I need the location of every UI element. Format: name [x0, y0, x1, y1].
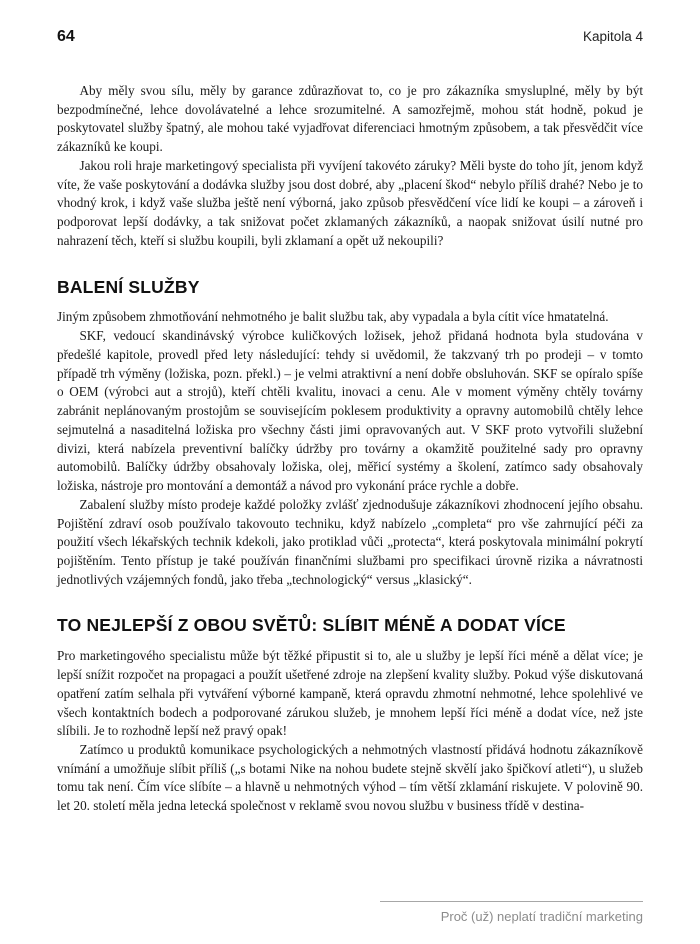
section-heading: TO NEJLEPŠÍ Z OBOU SVĚTŮ: SLÍBIT MÉNĚ A DODAT VÍCE — [57, 615, 566, 636]
footer-text: Proč (už) neplatí tradiční marketing — [440, 909, 643, 924]
paragraph: Pro marketingového specialistu může být těžké připustit si to, ale u služby je lepší říci méně a dělat více; je lepší snížit rozpočet na propagaci a použít ušetřené zdroje na zlepšení kvality služby. Pokud výše diskutovaná opatření zatím selhala při vytváření výborné kampaně, která opravdu zhmotní nehmotné, lehce spolehlivé ve všech kontaktních bodech a podporované zárukou služeb, je mnohem lepší říci méně a dodat více, než jste slíbili. Je to rozhodně lepší než pravý opak! — [57, 648, 643, 739]
page-number: 64 — [57, 28, 75, 45]
paragraph: Jakou roli hraje marketingový specialista při vyvíjení takovéto záruky? Měli byste do toho jít, jenom když víte, že vaše poskytování a dodávka služby jsou dost dobré, aby „placení škod“ nebylo příliš drahé? Nebo je to vhodný krok, i když vaše služba ještě není výborná, jako způsob přesvědčení více lidí ke koupi – a zároveň i podporovat lepší dodávky, a tak snižovat počet zklamaných zákazníků, a naopak snižovat úsilí nutné pro nahrazení těch, kteří si službu koupili, byli zklamaní a opět už nekoupili? — [57, 157, 643, 248]
chapter-title: Kapitola 4 — [582, 29, 643, 44]
paragraph: SKF, vedoucí skandinávský výrobce kuličkových ložisek, jehož přidaná hodnota byla studována v předešlé kapitole, provedl před lety následující: tehdy si uvědomil, že takzvaný trh po prodeji – v tomto případě trh výměny (ložiska, pozn. překl.) – je velmi atraktivní a není dobře obsluhován. SKF se opíralo spíše o OEM (výrobci aut a strojů), kteří chtěli kvalitu, inovaci a cenu. Ale v moment výměny chtěly továrny zabránit neplánovaným prostojům se souvisejícím poklesem produktivity a opravny automobilů chtěly lehce sejmutelná a nasaditelná ložiska pro všechny části jimi opravovaných aut. V SKF proto vytvořili služební divizi, která nabízela preventivní balíčky údržby pro továrny a okamžitě použitelné sady pro opravny automobilů. Balíčky údržby obsahovaly ložiska, olej, měřicí systémy a školení, zatímco sady obsahovaly ložiska, nástroje pro montování a demontáž a návod pro vykonání práce rychle a dobře. — [57, 328, 643, 494]
paragraph: Jiným způsobem zhmotňování nehmotného je balit službu tak, aby vypadala a byla cítit více hmatatelná. — [57, 309, 609, 325]
paragraph: Aby měly svou sílu, měly by garance zdůrazňovat to, co je pro zákazníka smysluplné, měly by být bezpodmínečné, lehce dovolávatelné a lehce srozumitelné. A samozřejmě, mohou stát hodně, pokud je poskytovatel služby špatný, ale mohou také vyjadřovat diferenciaci hmotným způsobem, a tak přesvědčit více zákazníků ke koupi. — [57, 83, 643, 155]
paragraph: Zatímco u produktů komunikace psychologických a nehmotných vlastností přidává hodnotu zákazníkově vnímání a umožňuje slíbit příliš („s botami Nike na nohou budete stejně skvělí jako špičkoví atleti“), u služeb tomu tak není. Čím více slíbíte – a hlavně u nehmotných výhod – tím větší zklamání riskujete. V polovině 90. let 20. století měla jedna letecká společnost v reklamě svou novou službu v business třídě v destina- — [57, 741, 643, 814]
page-body — [57, 82, 643, 816]
paragraph: Zabalení služby místo prodeje každé položky zvlášť zjednodušuje zákazníkovi zhodnocení jejího obsahu. Pojištění zdraví osob používalo takovouto techniku, když nabízelo „completa“ pro vše zahrnující péči za použití všech lékařských technik kdekoli, jako protiklad vůči „protecta“, která poskytovala minimální pokrytí pojištěním. Tento přístup je také používán finančními službami pro specifikaci úrovně rizika a návratnosti jednotlivých vzájemných fondů, jako třeba „technologický“ versus „klasický“. — [57, 496, 643, 587]
section-heading: BALENÍ SLUŽBY — [57, 276, 200, 297]
page-footer — [380, 901, 643, 924]
page-header — [57, 28, 643, 46]
